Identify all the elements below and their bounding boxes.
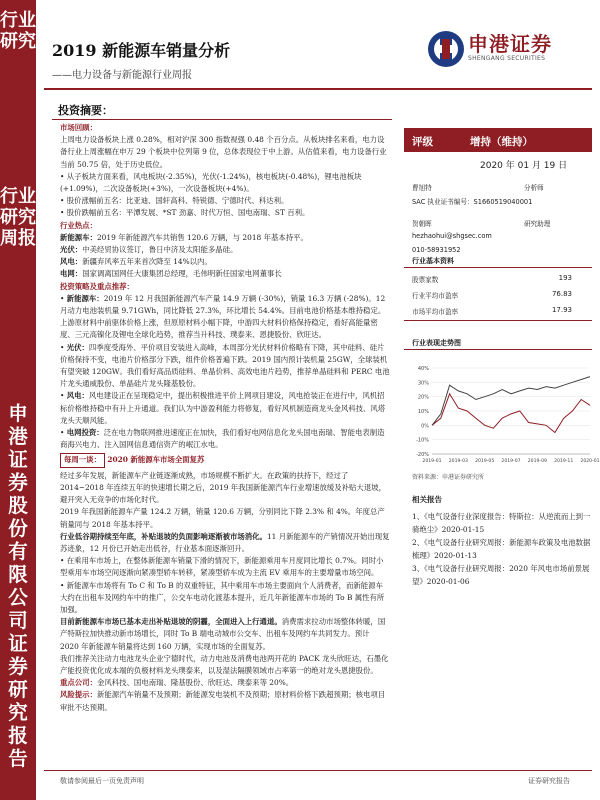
assistant-email[interactable]: hezhaohui@shgsec.com <box>412 232 492 240</box>
related-report-item[interactable]: 3、《电气设备行业研究周报：2020 年风电市场前景展望》2020-01-06 <box>412 564 590 586</box>
strategy-item-label: 新能源车： <box>66 293 104 303</box>
second-bullet: • 新能源车市场将有 To C 和 To B 的双重特征，其中乘用车市场主要面向个人消费者，而新能源车大约在出租车及网约车中的推广，公交车电动化渡基本提升，近几年新能源车市场的 To B 属性有所加强。 <box>60 580 390 617</box>
hot-item-label: 电网： <box>60 269 83 279</box>
footer-disclaimer: 敬请参阅最后一页免责声明 <box>60 777 144 785</box>
week-one-title: 2020 新能源车市场全面复苏 <box>107 455 205 465</box>
banner-middle-text: 行业研究周报 <box>0 186 36 249</box>
report-title: 2019 新能源车销量分析 <box>52 41 231 60</box>
header-divider <box>44 88 592 90</box>
chart-divider <box>404 349 592 350</box>
chart-y-tick-label: 30% <box>417 380 429 387</box>
strategy-item-text: 风电建设正在呈现稳定中，提出积极推进平价上网项目建设，风电抢装正在进行中，风机招标价格维持稳中有升上升通道。我们认为中游盈利能力将修复，看好风机制造商龙头金风科技、风塔龙头天顺风能。 <box>60 391 386 425</box>
drop-text <box>60 531 390 555</box>
hot-item-text: 国家调离国网任大康集团总经理，毛伟明新任国家电网董事长 <box>82 269 282 279</box>
chart-source: 资料来源：申港证券研究所 <box>412 474 485 481</box>
outlook-body: 消费需求拉动市场整体转暖，国产特斯拉加快推动新市场增长，同时 To B 端电动城市公交车、出租车及网约车共同发力。预计 2020 年新能源车销量将达到 160 万辆，实现市场的全面复苏。 <box>60 617 386 651</box>
basic-info-value: 193 <box>558 274 572 282</box>
chart-y-tick-label: -20% <box>416 452 429 458</box>
chart-x-tick-label: 2019-09 <box>527 459 547 464</box>
strategy-item-text: 2019 年 12 月我国新能源汽车产量 14.9 万辆 (-30%)，销量 16.3 万辆 (-28%)。12 月动力电池装机量 9.71GWh，同比降低 27.3%，环比增长 54.4%。目前电池价格基本维持稳定。上游原材料中前驱体价格上涨，但原原材料小幅下降，中游四大材料价格保持稳定，看好高能量密度、三元高镍化及锂电全球化趋势，推荐当升科技、璞泰来、恩捷股份、欣旺达。 <box>60 293 386 340</box>
banner-top-text: 行业研究 <box>0 10 36 52</box>
chart-title: 行业表现走势图 <box>412 338 461 347</box>
footer-label: 证券研究报告 <box>528 777 570 785</box>
analyst-role: 分析师 <box>524 184 544 192</box>
risk-label: 风险提示： <box>60 690 97 700</box>
second-bullet: • 在乘用车市场上，在整体新能源车销量下滑的情况下，新能源乘用车月度同比增长 0.7%。同时小型乘用车市场空间逐渐向紧凑型轿车转移，紧凑型轿车成为主流 EV 乘用车的主要增量市场空间。 <box>60 555 390 579</box>
related-reports-title: 相关报告 <box>412 495 442 504</box>
hot-item <box>60 244 390 256</box>
report-date: 2020 年 01 月 19 日 <box>480 161 568 171</box>
hot-topics-title: 行业热点： <box>60 220 97 230</box>
rating-label: 评级 <box>412 136 433 148</box>
report-subtitle: ——电力设备与新能源行业周报 <box>52 70 192 81</box>
abstract-divider <box>52 119 392 120</box>
assistant-name: 贺朝晖 <box>412 220 432 228</box>
basic-info-label: 市场平均市盈率 <box>412 308 459 316</box>
drop-text-bold: 行业低谷期持续至年底，补贴退坡的负面影响逐渐被市场消化。 <box>60 531 267 541</box>
chart-x-tick-label: 2020-01 <box>580 459 600 464</box>
chart-x-tick-label: 2019-01 <box>422 459 442 464</box>
chart-x-tick-label: 2019-07 <box>501 459 521 464</box>
hot-item <box>60 256 390 268</box>
basic-info-title: 行业基本资料 <box>412 256 454 265</box>
chart-series-line <box>432 377 590 426</box>
week-one-heading <box>60 451 390 469</box>
analyst-name: 曹旭特 <box>412 184 432 192</box>
sales-text: 2019 年我国新能源车产量 124.2 万辆，销量 120.6 万辆，分别同比下降 2.3% 和 4%。年度总产销量同与 2018 年基本持平。 <box>60 507 385 529</box>
logo-text: 申港证券 <box>468 32 552 56</box>
abstract-heading: 投资摘要： <box>58 104 113 117</box>
hot-item <box>60 268 390 280</box>
strategy-item <box>60 342 390 391</box>
chart-series-line <box>432 394 590 433</box>
assistant-phone: 010-58931952 <box>412 246 461 254</box>
companies-text: 金风科技、国电南瑞、隆基股份、欣旺达、璞泰来等 20%。 <box>96 678 294 688</box>
analyst-license: SAC 执业证书编号：S1660519040001 <box>412 198 533 206</box>
rating-value: 增持（维持） <box>470 136 533 148</box>
related-report-item[interactable]: 1、《电气设备行业深度报告：特斯拉：从逆流而上到一骑绝尘》2020-01-15 <box>412 512 591 534</box>
basic-info-value: 17.93 <box>551 306 572 314</box>
assistant-role: 研究助理 <box>524 220 551 228</box>
basic-info-divider <box>404 267 592 268</box>
footer-divider <box>44 770 592 771</box>
chart-x-tick-label: 2019-05 <box>475 459 495 464</box>
chart-y-tick-label: 20% <box>417 394 429 401</box>
chart-y-tick-label: -10% <box>416 437 429 444</box>
strategy-item <box>60 293 390 342</box>
chart-y-tick-label: 40% <box>417 366 429 372</box>
strategy-item-label: 光伏： <box>66 342 89 352</box>
week-one-text: 经过多年发展，新能源车产业链逐渐成熟，市场规模不断扩大。在政策的扶持下，经过了 2014~2018 年连续五年的快速增长期之后，2019 年我国新能源汽车行业增速放缓及补贴大退坡，避开突入无竞争的市场化时代。 <box>60 470 386 505</box>
chart-x-tick-label: 2019-11 <box>554 459 574 464</box>
strategy-title: 投资策略及重点推荐： <box>60 281 134 291</box>
chain-text: 我们推荐关注动力电池龙头企业宁德时代，动力电池及消费电池两开花的 PACK 龙头欣旺达，石墨化产能投资优化成本端的负极材料龙头璞泰来，以及湿法隔膜领域市占率第一的绝对龙头恩捷股份。 <box>60 653 389 675</box>
chart-x-tick-label: 2019-03 <box>448 459 468 464</box>
market-bullet: • 股价跌幅前五名：平潭发展、*ST 劲嘉、时代万恒、国电南瑞、ST 百利。 <box>60 207 390 219</box>
abstract-body <box>60 122 390 714</box>
strategy-item <box>60 427 390 451</box>
market-bullet: • 从子板块方面来看，风电板块(-2.35%)，光伏(-1.24%)，核电板块(-0.48%)，锂电池板块(+1.09%)，二次设备板块(+3%)，一次设备板块(+4%)。 <box>60 171 390 195</box>
performance-chart <box>408 362 600 468</box>
strategy-item-label: 电网投资： <box>66 428 104 438</box>
companies-line <box>60 677 390 689</box>
basic-info-label: 行业平均市盈率 <box>412 292 459 300</box>
outlook-text <box>60 616 390 653</box>
drop-text-body: 11 月新能源车的产销情况开始出现复苏迹象，12 月份已开始走出低谷，行业基本面逐渐回升。 <box>60 531 390 553</box>
week-one-box: 每周一谈： <box>60 453 105 467</box>
hot-item-text: 新疆弃风率五年来首次降至 14%以内。 <box>82 257 212 267</box>
hot-item-label: 风电： <box>60 257 83 267</box>
basic-info-label: 股票家数 <box>412 276 439 284</box>
hot-item-label: 光伏： <box>60 245 83 255</box>
basic-info-bottom-divider <box>404 320 592 321</box>
chart-y-tick-label: 10% <box>417 409 429 415</box>
related-reports-list <box>412 510 592 588</box>
strategy-item-text: 泛在电力物联网推进速度正在加快，我们看好电网信息化龙头国电南瑞、智能电表制造商海兴电力、注入国网信息通信资产的岷江水电。 <box>60 428 385 450</box>
outlook-bold: 目前新能源车市场已基本走出补贴退坡的阴霾，全面进入上行通道。 <box>60 617 282 627</box>
strategy-item-label: 风电： <box>66 391 89 401</box>
risk-line <box>60 689 390 713</box>
hot-item <box>60 232 390 244</box>
hot-item-text: 2019 年新能源汽车共销售 120.6 万辆，与 2018 年基本持平。 <box>96 232 308 242</box>
banner-bottom-text: 申港证券股份有限公司证券研究报告 <box>8 402 28 770</box>
market-bullet: • 股价涨幅前五名：比亚迪、国轩高科、特锐德、宁德时代、科达利。 <box>60 195 390 207</box>
market-review-title: 市场回顾： <box>60 123 97 132</box>
basic-info-value: 76.83 <box>551 290 572 298</box>
chart-y-tick-label: 0% <box>421 423 429 430</box>
companies-label: 重点公司： <box>60 678 97 688</box>
hot-item-label: 新能源车： <box>60 232 97 242</box>
risk-text: 新能源汽车销量不及预期；新能源发电装机不及预期；原材料价格下跌超预期；核电项目审批不达预期。 <box>60 690 386 712</box>
logo-subtext: SHENGANG SECURITIES <box>468 55 546 62</box>
market-review-text: 上周电力设备板块上涨 0.28%，相对沪深 300 指数视强 0.48 个百分点。从板块排名来看，电力设备行业上周涨幅在申万 29 个板块中位列第 9 位，总体表现位于中上游。从估值来看，电力设备行业当前 50.75 倍，处于历史低位。 <box>60 135 387 169</box>
strategy-item <box>60 390 390 427</box>
related-report-item[interactable]: 2、《电气设备行业研究周报：新能源车政策及电池数据梳理》2020-01-13 <box>412 538 591 560</box>
hot-item-text: 中美经贸协议签订，鲁日中济及太阳能多晶硅。 <box>82 245 238 255</box>
strategy-item-text: 四季度受海外、平价项目安装进入高峰，本周部分光伏材料价格略有下降，其中硅料、硅片价格保持不变，电池片价格部分下跌，组件价格普遍下跌。2019 国内预计装机量 25GW，全球装机有望突破 120GW。我们看好高品质硅料、单晶价料、高效电池片趋势，推荐单晶硅料和 PERC 电池片龙头通威股份、单晶硅片龙头隆基股份。 <box>60 342 390 389</box>
